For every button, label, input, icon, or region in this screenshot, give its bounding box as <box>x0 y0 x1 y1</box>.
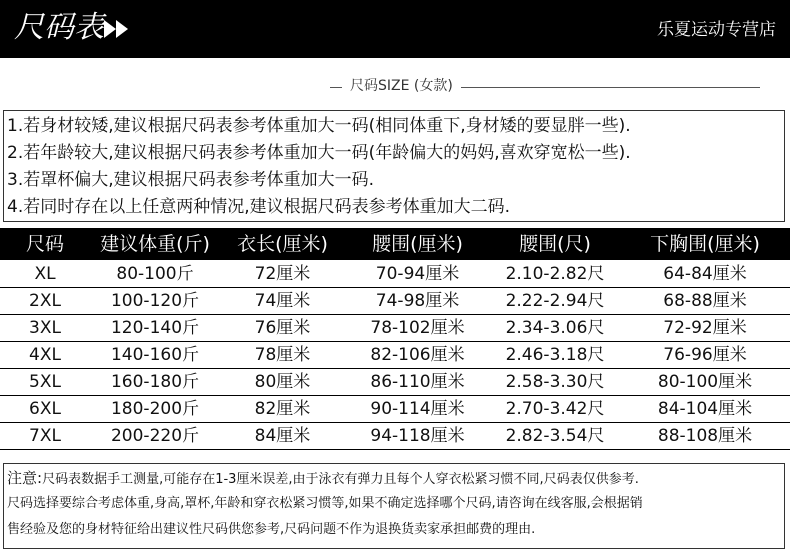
table-cell: 74厘米 <box>254 291 311 311</box>
column-header: 腰围(尺) <box>519 233 591 255</box>
table-cell: 160-180斤 <box>110 372 200 392</box>
table-cell: 4XL <box>29 345 61 365</box>
table-row <box>0 315 790 341</box>
notice-line <box>7 468 639 490</box>
table-cell: 84厘米 <box>254 426 311 446</box>
table-cell: 100-120斤 <box>110 291 200 311</box>
table-cell: 72-92厘米 <box>663 318 747 338</box>
table-cell: 68-88厘米 <box>663 291 747 311</box>
table-cell: 2.22-2.94尺 <box>505 291 605 311</box>
table-cell: 120-140斤 <box>110 318 200 338</box>
table-row <box>0 396 790 422</box>
table-cell: 90-114厘米 <box>370 399 465 419</box>
table-cell: 76厘米 <box>254 318 311 338</box>
note-item: 2.若年龄较大,建议根据尺码表参考体重加大一码(年龄偏大的妈妈,喜欢穿宽松一些). <box>7 143 631 163</box>
table-cell: 2.34-3.06尺 <box>505 318 605 338</box>
notice-line: 售经验及您的身材特征给出建议性尺码供您参考,尺码问题不作为退换货卖家承担邮费的理由. <box>7 522 536 537</box>
table-cell: 78-102厘米 <box>370 318 465 338</box>
note-item: 4.若同时存在以上任意两种情况,建议根据尺码表参考体重加大二码. <box>7 197 511 217</box>
table-cell: 180-200斤 <box>110 399 200 419</box>
table-cell: 70-94厘米 <box>375 264 460 284</box>
note-item: 1.若身材较矮,建议根据尺码表参考体重加大一码(相同体重下,身材矮的要显胖一些). <box>7 116 631 136</box>
table-cell: 2.10-2.82尺 <box>505 264 605 284</box>
notes-box <box>3 110 785 222</box>
table-cell: 2.70-3.42尺 <box>505 399 605 419</box>
table-cell: 80厘米 <box>254 372 311 392</box>
table-cell: 84-104厘米 <box>657 399 753 419</box>
column-header: 腰围(厘米) <box>372 233 463 255</box>
notice-line: 尺码选择要综合考虑体重,身高,罩杯,年龄和穿衣松紧习惯等,如果不确定选择哪个尺码,请咨询在线客服,会根据销 <box>7 496 643 511</box>
table-cell: 5XL <box>29 372 61 392</box>
column-header: 建议体重(斤) <box>100 233 210 255</box>
table-cell: 140-160斤 <box>110 345 200 365</box>
table-cell: 64-84厘米 <box>663 264 747 284</box>
table-cell: 86-110厘米 <box>370 372 465 392</box>
note-item: 3.若罩杯偏大,建议根据尺码表参考体重加大一码. <box>7 170 375 190</box>
table-cell: 80-100厘米 <box>657 372 753 392</box>
table-row <box>0 342 790 368</box>
table-cell: 82-106厘米 <box>370 345 465 365</box>
table-row <box>0 261 790 287</box>
table-cell: 6XL <box>29 399 61 419</box>
table-cell: 88-108厘米 <box>657 426 753 446</box>
table-cell: 80-100斤 <box>116 264 194 284</box>
size-subtitle: 尺码SIZE (女款) <box>342 76 461 96</box>
header-banner <box>0 0 790 58</box>
table-row <box>0 423 790 449</box>
table-cell: 78厘米 <box>254 345 311 365</box>
footer-notice <box>3 463 785 549</box>
table-row <box>0 288 790 314</box>
table-cell: 3XL <box>29 318 61 338</box>
table-cell: 2.82-3.54尺 <box>505 426 605 446</box>
table-cell: 2.58-3.30尺 <box>505 372 605 392</box>
notice-text: 尺码表数据手工测量,可能存在1-3厘米误差,由于泳衣有弹力且每个人穿衣松紧习惯不同,尺码表仅供参考. <box>42 472 639 487</box>
table-cell: XL <box>34 264 56 284</box>
row-divider <box>0 449 790 450</box>
table-cell: 2XL <box>29 291 61 311</box>
store-name: 乐夏运动专营店 <box>657 20 776 40</box>
table-header-row <box>0 228 790 260</box>
table-cell: 94-118厘米 <box>370 426 465 446</box>
table-cell: 2.46-3.18尺 <box>505 345 605 365</box>
table-cell: 200-220斤 <box>110 426 200 446</box>
notice-label: 注意: <box>7 469 43 487</box>
table-cell: 82厘米 <box>254 399 311 419</box>
table-cell: 72厘米 <box>254 264 311 284</box>
table-cell: 7XL <box>29 426 61 446</box>
table-cell: 74-98厘米 <box>375 291 460 311</box>
table-cell: 76-96厘米 <box>663 345 747 365</box>
page-title: 尺码表 <box>14 10 104 45</box>
table-row <box>0 369 790 395</box>
column-header: 尺码 <box>25 233 64 255</box>
double-arrow-icon <box>104 19 130 39</box>
column-header: 下胸围(厘米) <box>650 233 760 255</box>
column-header: 衣长(厘米) <box>237 233 328 255</box>
